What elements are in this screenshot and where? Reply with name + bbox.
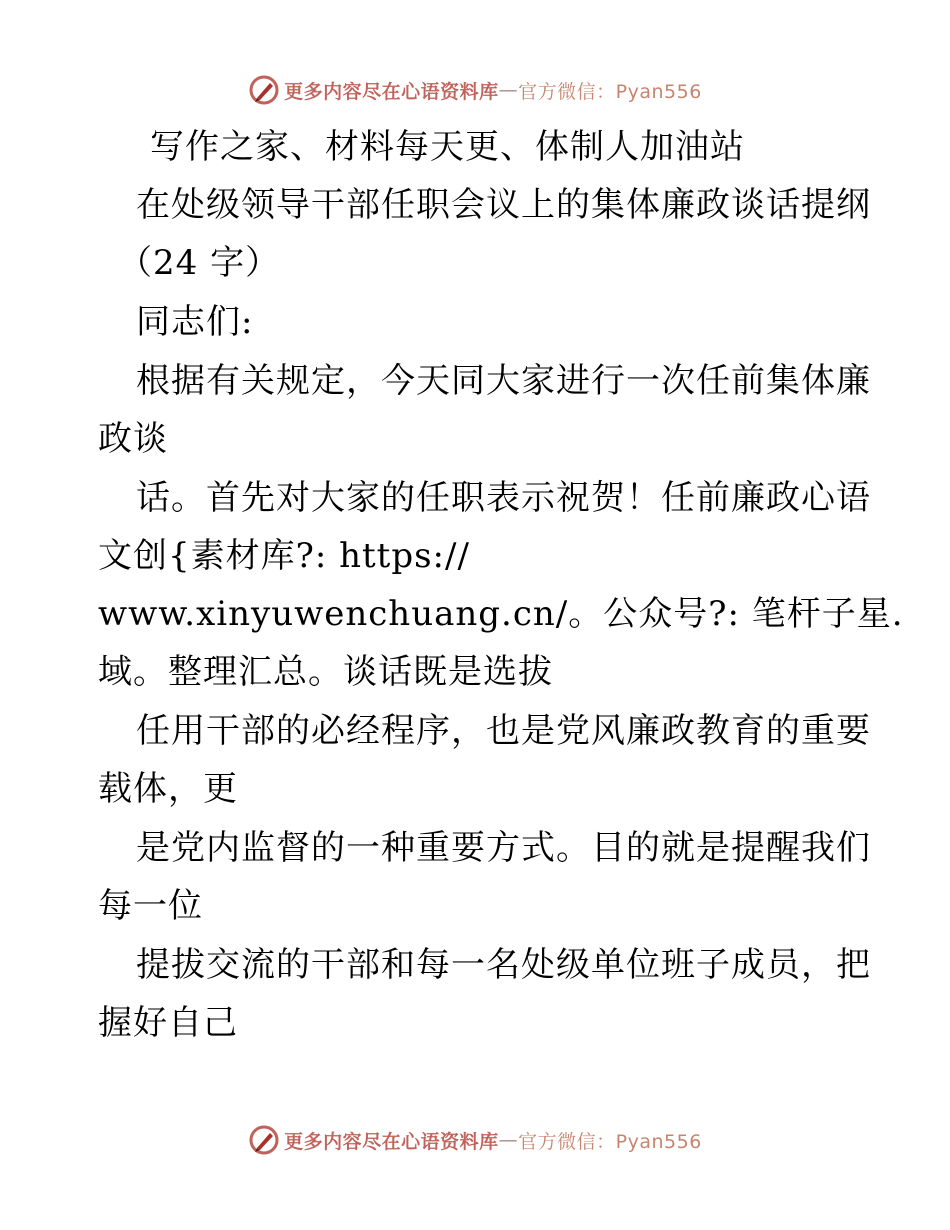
banner-separator: — [498, 1129, 519, 1151]
paragraph-line: 载体，更 [98, 769, 238, 809]
pen-logo-icon [248, 1124, 280, 1156]
banner-main-text: 更多内容尽在心语资料库 [284, 1130, 499, 1153]
banner-wechat-text: 官方微信：Pyan556 [518, 80, 702, 103]
paragraph-line: 握好自己 [98, 1003, 238, 1043]
paragraph-line: 是党内监督的一种重要方式。目的就是提醒我们 [136, 828, 871, 868]
char-count: （24 字） [118, 243, 281, 283]
paragraph-line: 政谈 [98, 419, 168, 459]
paragraph-line: 文创{素材库?: https:// [98, 536, 470, 576]
paragraph-line: 根据有关规定，今天同大家进行一次任前集体廉 [136, 361, 871, 401]
header-banner [0, 70, 950, 110]
paragraph-line: 任用干部的必经程序，也是党风廉政教育的重要 [136, 711, 871, 751]
paragraph-line: 每一位 [98, 886, 203, 926]
paragraph-line: 提拔交流的干部和每一名处级单位班子成员，把 [136, 945, 871, 985]
salutation: 同志们: [136, 302, 254, 342]
banner-separator: — [498, 79, 519, 101]
pen-logo-icon [248, 74, 280, 106]
banner-main-text: 更多内容尽在心语资料库 [284, 80, 499, 103]
paragraph-line: 话。首先对大家的任职表示祝贺！任前廉政心语 [136, 478, 871, 518]
footer-banner [0, 1120, 950, 1160]
document-title: 在处级领导干部任职会议上的集体廉政谈话提纲 [136, 185, 871, 225]
paragraph-line: 域。整理汇总。谈话既是选拔 [98, 652, 553, 692]
banner-wechat-text: 官方微信：Pyan556 [518, 1130, 702, 1153]
paragraph-line: www.xinyuwenchuang.cn/。公众号?: 笔杆子星. [98, 594, 904, 634]
header-line: 写作之家、材料每天更、体制人加油站 [150, 127, 745, 167]
